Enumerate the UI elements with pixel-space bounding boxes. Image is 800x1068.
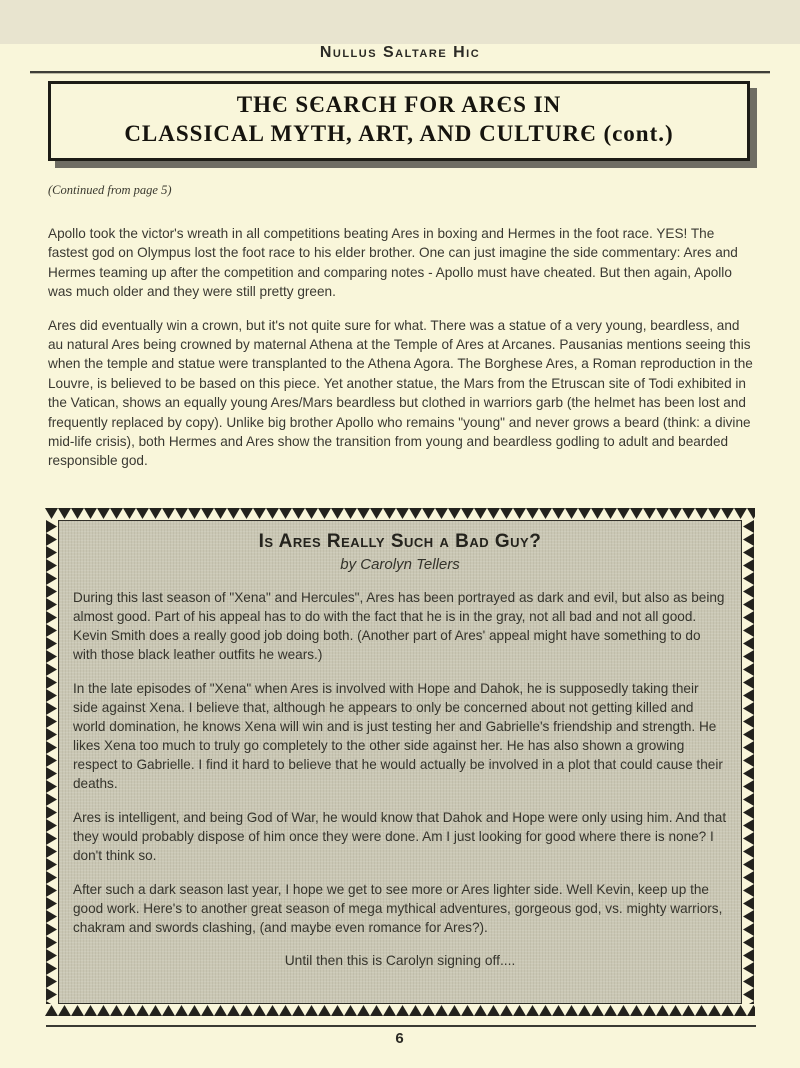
article-title-box xyxy=(48,81,750,161)
inset-paragraph: During this last season of "Xena" and Hercules", Ares has been portrayed as dark and evil, but also as being almost good. Part of his appeal has to do with the fact that he is in the gray, not all bad and not all good. Kevin Smith does a really good job doing both. (Another part of Ares' appeal might have something to do with those black leather outfits he wears.) xyxy=(73,589,725,662)
masthead-rule xyxy=(30,71,770,73)
article-paragraph: Apollo took the victor's wreath in all competitions beating Ares in boxing and Hermes in the foot race. YES! The fastest god on Olympus lost the foot race to his elder brother. One can just imagine the side commentary: Ares and Hermes teaming up after the competition and comparing notes - Apollo must have cheated. But then again, Apollo was much older and they were still pretty green. xyxy=(48,226,738,300)
scanned-newsletter-page xyxy=(0,44,800,1068)
footer-rule xyxy=(46,1025,756,1027)
zigzag-border-top-icon xyxy=(45,507,755,520)
inset-box xyxy=(45,507,755,1017)
article-paragraph: Ares did eventually win a crown, but it's not quite sure for what. There was a statue of a very young, beardless, and au natural Ares being crowned by maternal Athena at the Temple of Ares at Arcanes. Pausanias mentions seeing this when the temple and statue were transplanted to the Athena Agora. The Borghese Ares, a Roman reproduction in the Louvre, is believed to be based on this piece. Yet another statue, the Mars from the Etruscan site of Todi exhibited in the Vatican, shows an equally young Ares/Mars beardless but clothed in warriors garb (the helmet has been lost and frequently replaced by copy). Unlike big brother Apollo who remains "young" and never grows a beard (think: a divine mid-life crisis), both Hermes and Ares show the transition from young and beardless godling to adult and bearded responsible god. xyxy=(48,317,753,469)
article-title-line2: CLASSICAL MYTH, ART, AND CULTURЄ (cont.) xyxy=(124,121,674,146)
inset-signoff: Until then this is Carolyn signing off.... xyxy=(284,952,516,968)
page-number: 6 xyxy=(395,1029,405,1047)
continued-note: (Continued from page 5) xyxy=(48,183,172,197)
inset-paragraph: After such a dark season last year, I hope we get to see more or Ares lighter side. Well Kevin, keep up the good work. Here's to another great season of mega mythical adventures, gorgeous god, vs. mighty warriors, chakram and swords clashing, (and maybe even romance for Ares?). xyxy=(73,881,723,935)
zigzag-border-right-icon xyxy=(742,520,755,1004)
inset-paragraph: Ares is intelligent, and being God of War, he would know that Dahok and Hope were only using him. And that they would probably dispose of him once they were done. Am I just looking for good where there is none? I don't think so. xyxy=(73,809,727,863)
masthead-title: Nullus Saltare Hic xyxy=(319,44,481,61)
inset-title: Is Ares Really Such a Bad Guy? xyxy=(258,530,542,552)
inset-paragraph: In the late episodes of "Xena" when Ares is involved with Hope and Dahok, he is supposedly taking their side against Xena. I believe that, although he appears to only be concerned about not getting killed and world domination, he knows Xena will win and is just testing her and Gabrielle's friendship and strength. He likes Xena too much to truly go completely to the other side against her. He has also shown a growing respect to Gabrielle. I find it hard to believe that he would actually be involved in a plot that could cause their deaths. xyxy=(73,680,723,791)
inset-byline: by Carolyn Tellers xyxy=(340,555,460,573)
zigzag-border-left-icon xyxy=(45,520,58,1004)
inset-content xyxy=(58,520,742,1004)
article-title-line1: THЄ SЄARCH FOR ARЄS IN xyxy=(236,92,562,117)
zigzag-border-bottom-icon xyxy=(45,1004,755,1017)
